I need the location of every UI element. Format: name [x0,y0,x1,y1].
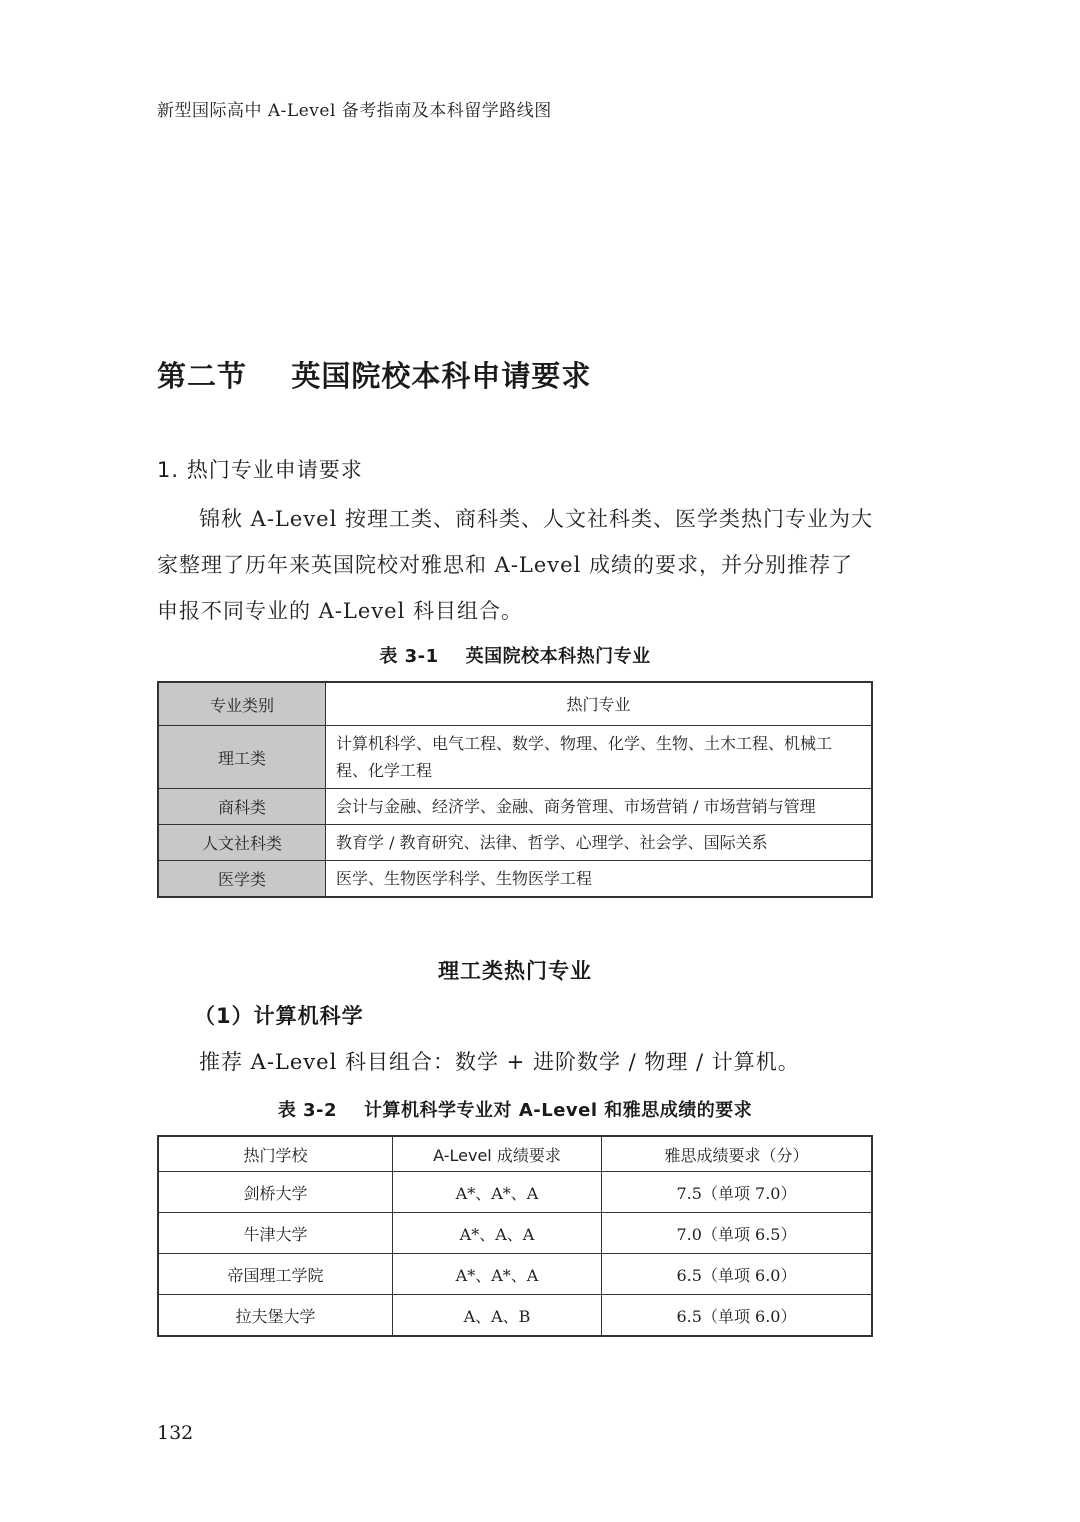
table-row [158,1213,872,1254]
cs-heading: （1）计算机科学 [194,1004,364,1028]
table-header-row [158,1136,872,1172]
cs-recommendation: 推荐 A-Level 科目组合：数学 + 进阶数学 / 物理 / 计算机。 [199,1050,800,1074]
school-cell: 拉夫堡大学 [158,1295,393,1337]
column-header: 热门学校 [158,1136,393,1172]
table-row [158,861,872,898]
ielts-cell: 7.0（单项 6.5） [602,1213,873,1254]
column-header: 雅思成绩要求（分） [602,1136,873,1172]
alevel-cell: A*、A、A [393,1213,602,1254]
ielts-cell: 6.5（单项 6.0） [602,1254,873,1295]
popular-majors-table [157,681,873,898]
school-cell: 牛津大学 [158,1213,393,1254]
table-row [158,825,872,861]
majors-cell: 教育学 / 教育研究、法律、哲学、心理学、社会学、国际关系 [326,825,873,861]
table-header-row [158,682,872,726]
majors-cell: 医学、生物医学科学、生物医学工程 [326,861,873,898]
majors-cell: 计算机科学、电气工程、数学、物理、化学、生物、土木工程、机械工程、化学工程 [326,726,873,789]
stem-heading: 理工类热门专业 [438,959,592,983]
intro-paragraph [157,496,873,634]
category-cell: 人文社科类 [158,825,326,861]
column-header: 专业类别 [158,682,326,726]
table-row [158,789,872,825]
alevel-cell: A、A、B [393,1295,602,1337]
table-row [158,1254,872,1295]
subsection-heading: 1. 热门专业申请要求 [157,458,363,482]
table-row [158,1172,872,1213]
section-title: 第二节 英国院校本科申请要求 [157,359,592,393]
cs-requirements-table [157,1135,873,1337]
intro-text: 锦秋 A-Level 按理工类、商科类、人文社科类、医学类热门专业为大家整理了历年来英国院校对雅思和 A-Level 成绩的要求，并分别推荐了申报不同专业的 A-Level 科目组合。 [157,507,873,623]
table-row [158,1295,872,1337]
table1-caption: 表 3-1 英国院校本科热门专业 [379,646,651,667]
column-header: A-Level 成绩要求 [393,1136,602,1172]
ielts-cell: 6.5（单项 6.0） [602,1295,873,1337]
running-header: 新型国际高中 A-Level 备考指南及本科留学路线图 [157,101,552,121]
alevel-cell: A*、A*、A [393,1172,602,1213]
category-cell: 商科类 [158,789,326,825]
school-cell: 帝国理工学院 [158,1254,393,1295]
column-header: 热门专业 [326,682,873,726]
category-cell: 理工类 [158,726,326,789]
category-cell: 医学类 [158,861,326,898]
table2-caption: 表 3-2 计算机科学专业对 A-Level 和雅思成绩的要求 [277,1100,753,1121]
school-cell: 剑桥大学 [158,1172,393,1213]
majors-cell: 会计与金融、经济学、金融、商务管理、市场营销 / 市场营销与管理 [326,789,873,825]
table-row [158,726,872,789]
ielts-cell: 7.5（单项 7.0） [602,1172,873,1213]
alevel-cell: A*、A*、A [393,1254,602,1295]
page-number: 132 [157,1422,194,1444]
